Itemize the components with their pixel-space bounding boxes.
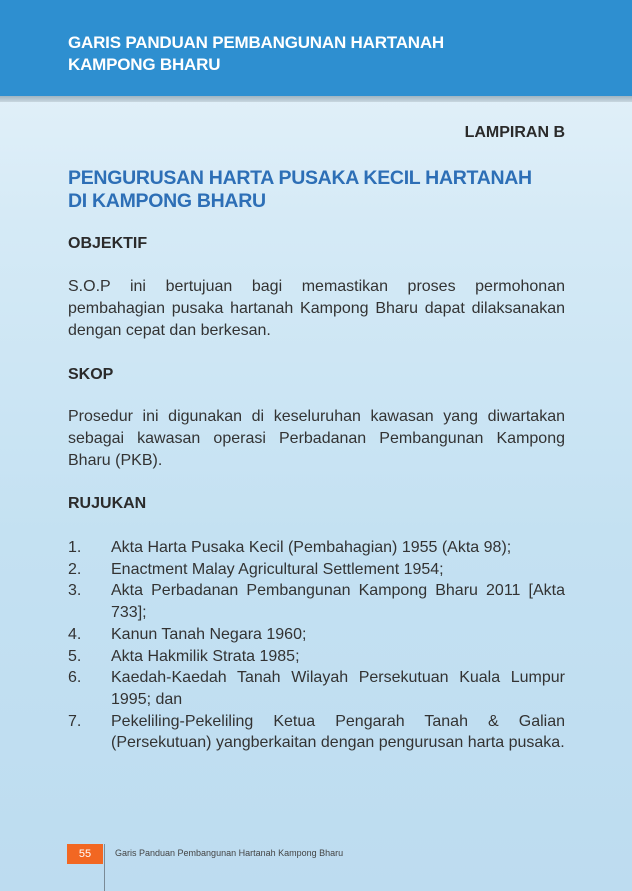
reference-text: Akta Harta Pusaka Kecil (Pembahagian) 1955 (Akta 98); xyxy=(111,539,512,556)
header-divider xyxy=(0,96,632,102)
reference-number: 3. xyxy=(68,582,82,600)
reference-text: Akta Hakmilik Strata 1985; xyxy=(111,647,300,665)
objektif-heading: OBJEKTIF xyxy=(68,235,148,252)
document-title-line1: PENGURUSAN HARTA PUSAKA KECIL HARTANAH xyxy=(68,167,532,189)
header-title-line1: GARIS PANDUAN PEMBANGUNAN HARTANAH xyxy=(68,33,445,52)
reference-text: Kaedah-Kaedah Tanah Wilayah Persekutuan Kuala Lumpur 1995; dan xyxy=(111,669,565,708)
footer-text: Garis Panduan Pembangunan Hartanah Kampong Bharu xyxy=(115,848,344,858)
reference-number: 7. xyxy=(68,712,82,730)
reference-text: Pekeliling-Pekeliling Ketua Pengarah Tanah & Galian (Persekutuan) yangberkaitan dengan pengurusan harta pusaka. xyxy=(111,712,565,752)
reference-text: Akta Perbadanan Pembangunan Kampong Bharu 2011 [Akta 733]; xyxy=(111,582,565,622)
skop-text: Prosedur ini digunakan di keseluruhan kawasan yang diwartakan sebagai kawasan operasi Perbadanan Pembangunan Kampong Bharu (PKB). xyxy=(68,408,565,469)
header-title-line2: KAMPONG BHARU xyxy=(68,55,221,74)
reference-text: Kanun Tanah Negara 1960; xyxy=(111,625,307,643)
reference-item xyxy=(68,667,565,710)
reference-text: Enactment Malay Agricultural Settlement 1954; xyxy=(111,560,444,578)
reference-number: 2. xyxy=(68,560,82,578)
reference-number: 4. xyxy=(68,625,82,643)
reference-number: 5. xyxy=(68,647,82,665)
page-header xyxy=(0,0,632,96)
objektif-text: S.O.P ini bertujuan bagi memastikan proses permohonan pembahagian pusaka hartanah Kampong Bharu dapat dilaksanakan dengan cepat dan berkesan. xyxy=(68,278,565,339)
reference-list xyxy=(68,537,565,754)
reference-item xyxy=(68,646,565,668)
reference-number: 1. xyxy=(68,539,82,556)
rujukan-heading: RUJUKAN xyxy=(68,495,147,512)
footer-divider xyxy=(104,844,105,891)
reference-item xyxy=(68,580,565,623)
skop-heading: SKOP xyxy=(68,366,114,383)
page-number-badge: 55 xyxy=(67,844,103,864)
reference-item xyxy=(68,624,565,646)
document-title-line2: DI KAMPONG BHARU xyxy=(68,190,266,212)
header-title xyxy=(68,32,444,76)
appendix-label: LAMPIRAN B xyxy=(464,124,565,141)
document-title xyxy=(68,167,568,213)
reference-item xyxy=(68,537,565,559)
reference-number: 6. xyxy=(68,669,82,687)
reference-item xyxy=(68,559,565,581)
reference-item xyxy=(68,711,565,754)
